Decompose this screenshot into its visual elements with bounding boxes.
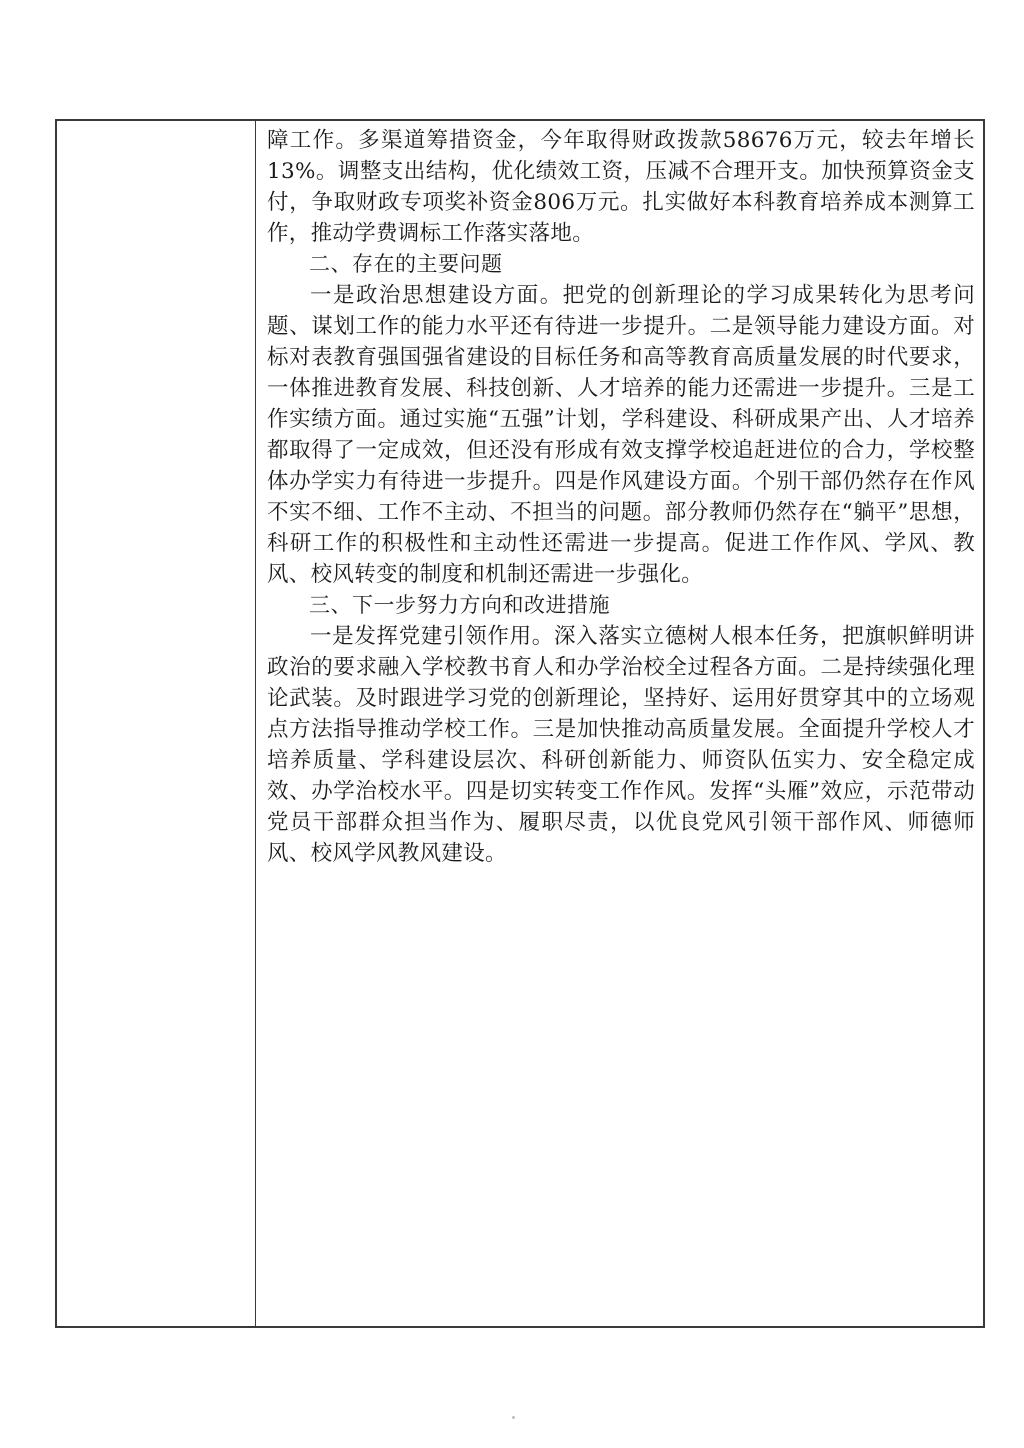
scan-artifact-dot xyxy=(512,1416,515,1419)
section2-body-paragraph: 一是政治思想建设方面。把党的创新理论的学习成果转化为思考问题、谋划工作的能力水平还有待进一步提升。二是领导能力建设方面。对标对表教育强国强省建设的目标任务和高等教育高质量发展的时代要求，一体推进教育发展、科技创新、人才培养的能力还需进一步提升。三是工作实绩方面。通过实施“五强”计划，学科建设、科研成果产出、人才培养都取得了一定成效，但还没有形成有效支撑学校追赶进位的合力，学校整体办学实力有待进一步提升。四是作风建设方面。个别干部仍然存在作风不实不细、工作不主动、不担当的问题。部分教师仍然存在“躺平”思想，科研工作的积极性和主动性还需进一步提高。促进工作作风、学风、教风、校风转变的制度和机制还需进一步强化。 xyxy=(267,283,975,587)
section3-body-paragraph: 一是发挥党建引领作用。深入落实立德树人根本任务，把旗帜鲜明讲政治的要求融入学校教书育人和办学治校全过程各方面。二是持续强化理论武装。及时跟进学习党的创新理论，坚持好、运用好贯穿其中的立场观点方法指导推动学校工作。三是加快推动高质量发展。全面提升学校人才培养质量、学科建设层次、科研创新能力、师资队伍实力、安全稳定成效、办学治校水平。四是切实转变工作作风。发挥“头雁”效应，示范带动党员干部群众担当作为、履职尽责，以优良党风引领干部作风、师德师风、校风学风教风建设。 xyxy=(267,624,975,866)
section3-heading: 三、下一步努力方向和改进措施 xyxy=(309,593,610,617)
label-cell xyxy=(57,121,256,1326)
section1-tail-paragraph: 障工作。多渠道筹措资金，今年取得财政拨款58676万元，较去年增长13%。调整支出结构，优化绩效工资，压减不合理开支。加快预算资金支付，争取财政专项奖补资金806万元。扎实做好本科教育培养成本测算工作，推动学费调标工作落实落地。 xyxy=(267,128,975,246)
section2-heading: 二、存在的主要问题 xyxy=(309,252,503,276)
form-table xyxy=(55,119,985,1328)
content-cell xyxy=(256,121,983,1326)
